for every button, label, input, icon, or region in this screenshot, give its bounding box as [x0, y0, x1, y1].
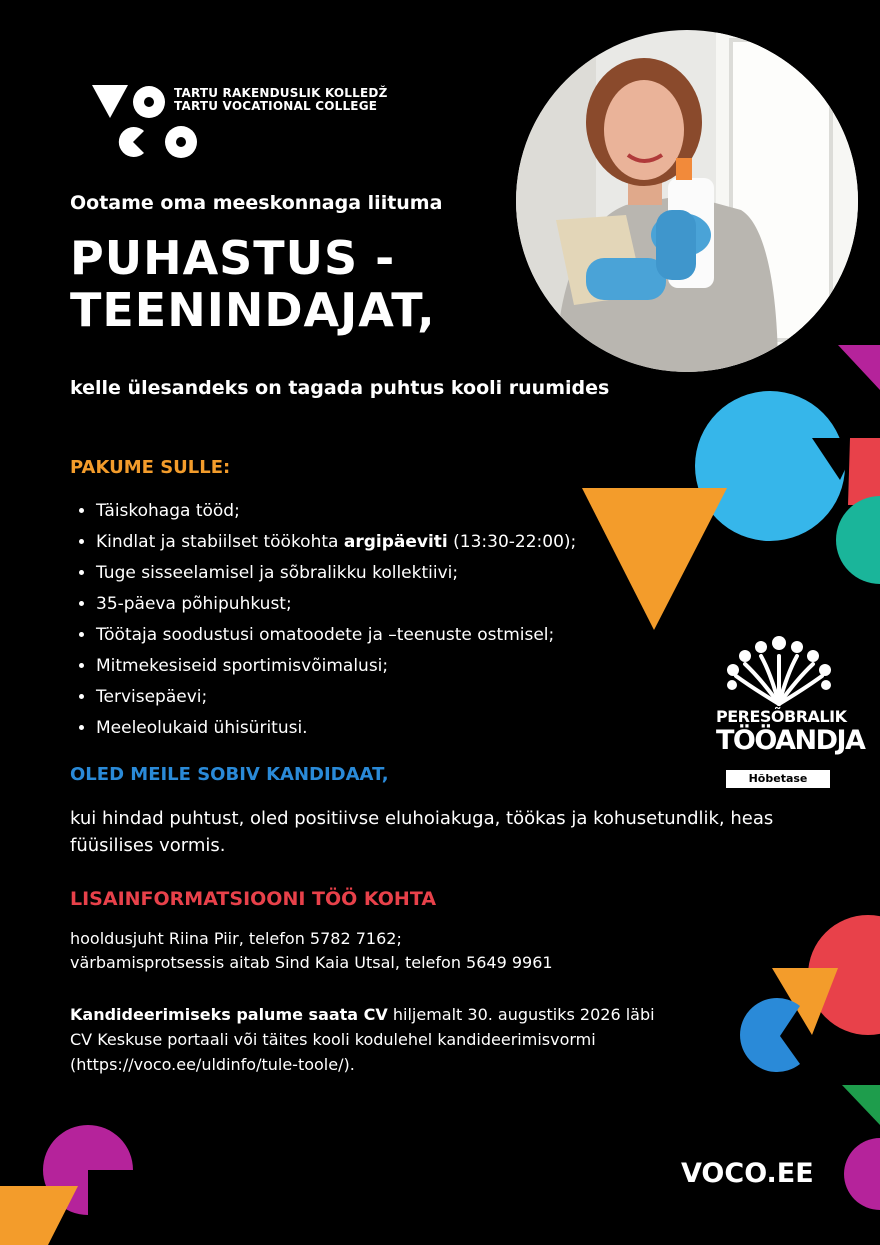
candidate-text: kui hindad puhtust, oled positiivse eluhoiakuga, töökas ja kohusetundlik, heas füüsilises vormis. — [70, 808, 774, 856]
list-item — [96, 527, 676, 558]
candidate-heading: OLED MEILE SOBIV KANDIDAAT, — [70, 764, 389, 785]
woman-cleaning-photo — [516, 30, 858, 372]
intro-text: Ootame oma meeskonnaga liituma — [70, 192, 443, 214]
list-item: • Tervisepäevi; — [96, 682, 676, 713]
list-item-bold: argipäeviti — [343, 532, 448, 552]
application-bold: Kandideerimiseks palume saata CV — [70, 1005, 388, 1024]
magenta-small-circle — [844, 1138, 880, 1210]
job-title-line2: TEENINDAJAT, — [70, 283, 436, 337]
magenta-triangle — [838, 345, 880, 390]
green-triangle — [842, 1085, 880, 1125]
application-rest[interactable]: hiljemalt 30. augustiks 2026 läbi CV Keskuse portaali või täites kooli kodulehel kandideerimisvormi (https://voco.ee/uldinfo/tule-toole/). — [70, 1005, 655, 1074]
college-name — [174, 87, 387, 113]
cyan-circle — [695, 391, 845, 541]
contact-line: hooldusjuht Riina Piir, telefon 5782 7162; — [70, 929, 402, 948]
benefits-list — [76, 496, 676, 744]
list-item: • Meeleolukaid ühisüritusi. — [96, 713, 676, 744]
benefits-heading: PAKUME SULLE: — [70, 457, 231, 478]
college-name-en: TARTU VOCATIONAL COLLEGE — [174, 99, 378, 113]
contact-info — [70, 927, 553, 975]
list-item: • Tuge sisseelamisel ja sõbralikku kollektiivi; — [96, 558, 676, 589]
job-title — [70, 232, 436, 336]
info-heading: LISAINFORMATSIOONI TÖÖ KOHTA — [70, 888, 437, 910]
job-subtitle: kelle ülesandeks on tagada puhtus kooli ruumides — [70, 377, 610, 399]
list-item: • Täiskohaga tööd; — [96, 496, 676, 527]
job-title-line1: PUHASTUS - — [70, 231, 396, 285]
application-info — [70, 1002, 670, 1077]
red-shape — [848, 438, 880, 505]
list-item-text: (13:30-22:00); — [447, 532, 577, 552]
contact-line: värbamisprotsessis aitab Sind Kaia Utsal, telefon 5649 9961 — [70, 953, 553, 972]
list-item: • 35-päeva põhipuhkust; — [96, 589, 676, 620]
teal-circle — [836, 496, 880, 584]
college-name-et: TARTU RAKENDUSLIK KOLLEDŽ — [174, 86, 388, 100]
badge-line2: TÖÖANDJA — [716, 725, 865, 756]
badge-line1: PERESÕBRALIK — [716, 707, 847, 726]
family-tree-icon — [716, 634, 842, 706]
website-link[interactable]: VOCO.EE — [681, 1158, 814, 1189]
blue-pacman — [740, 998, 800, 1072]
badge-level: Hõbetase — [726, 770, 830, 788]
list-item: • Mitmekesiseid sportimisvõimalusi; — [96, 651, 676, 682]
list-item: • Töötaja soodustusi omatoodete ja –teenuste ostmisel; — [96, 620, 676, 651]
family-friendly-employer-badge — [716, 634, 865, 792]
list-item-text: Kindlat ja stabiilset töökohta — [96, 532, 344, 552]
orange-corner-triangle — [0, 1186, 78, 1245]
